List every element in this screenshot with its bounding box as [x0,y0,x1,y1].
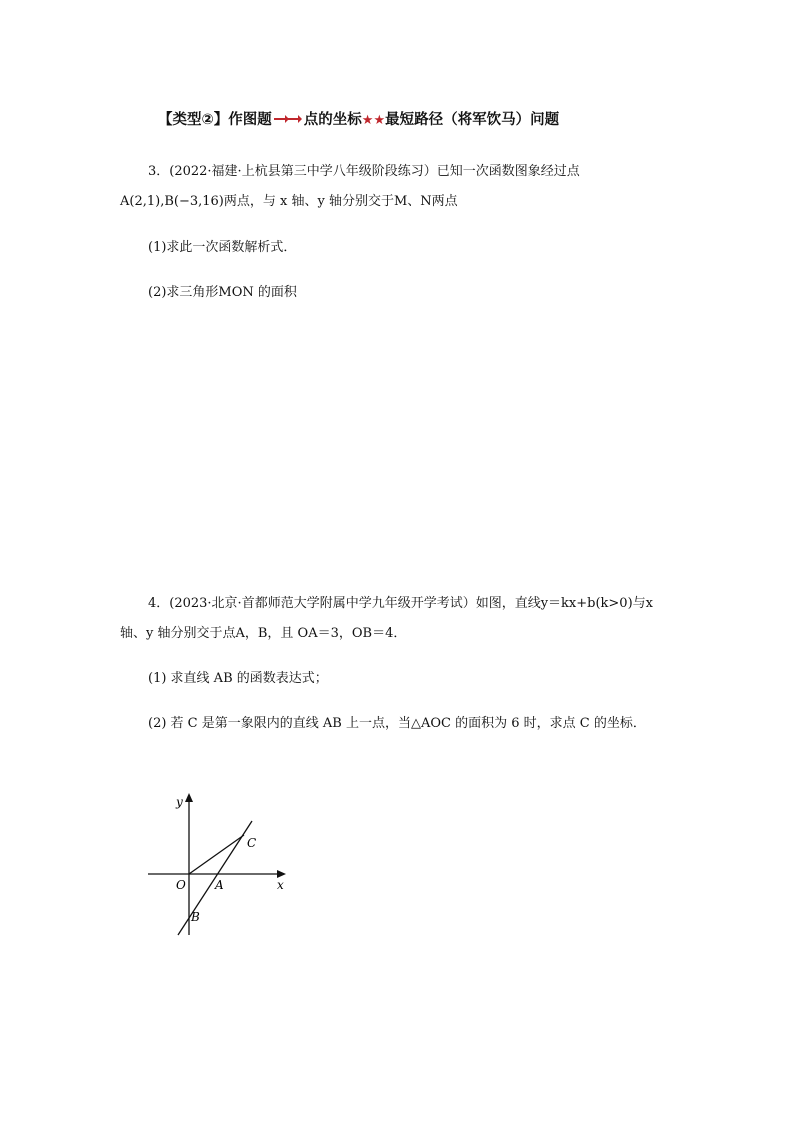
y-axis-arrow-icon [185,793,193,802]
section-title [158,108,559,129]
x-axis-arrow-icon [277,870,286,878]
label-b: B [191,910,200,924]
segment-oc [189,835,244,874]
coordinate-figure [140,785,300,945]
label-c: C [247,836,257,850]
label-x: x [277,878,284,892]
q3-line-2: A(2,1),B(−3,16)两点，与 x 轴、y 轴分别交于M、N两点 [120,194,458,209]
q4-subquestion-2: (2) 若 C 是第一象限内的直线 AB 上一点，当△AOC 的面积为 6 时，求点 C 的坐标． [148,716,646,731]
title-part-2: 点的坐标 [303,112,362,128]
title-part-1: 【类型②】作图题 [158,112,272,128]
star-icon: ★ [373,113,386,128]
label-a: A [215,878,224,892]
label-y: y [176,795,183,809]
q3-subquestion-1: (1)求此一次函数解析式． [148,240,297,255]
q4-line-1: 4．(2023·北京·首都师范大学附属中学九年级开学考试）如图，直线y＝kx+b(k>0)与x [148,596,653,611]
star-icon: ★ [361,113,374,128]
double-arrow-icon [273,112,303,128]
title-part-3: 最短路径（将军饮马）问题 [385,112,560,128]
q4-line-2: 轴、y 轴分别交于点A，B，且 OA＝3，OB＝4． [120,626,407,641]
q3-line-1: 3．(2022·福建·上杭县第三中学八年级阶段练习）已知一次函数图象经过点 [148,164,580,179]
q4-subquestion-1: (1) 求直线 AB 的函数表达式； [148,671,328,686]
figure-svg [140,785,300,945]
label-o: O [176,878,186,892]
q3-subquestion-2: (2)求三角形MON 的面积 [148,285,297,300]
